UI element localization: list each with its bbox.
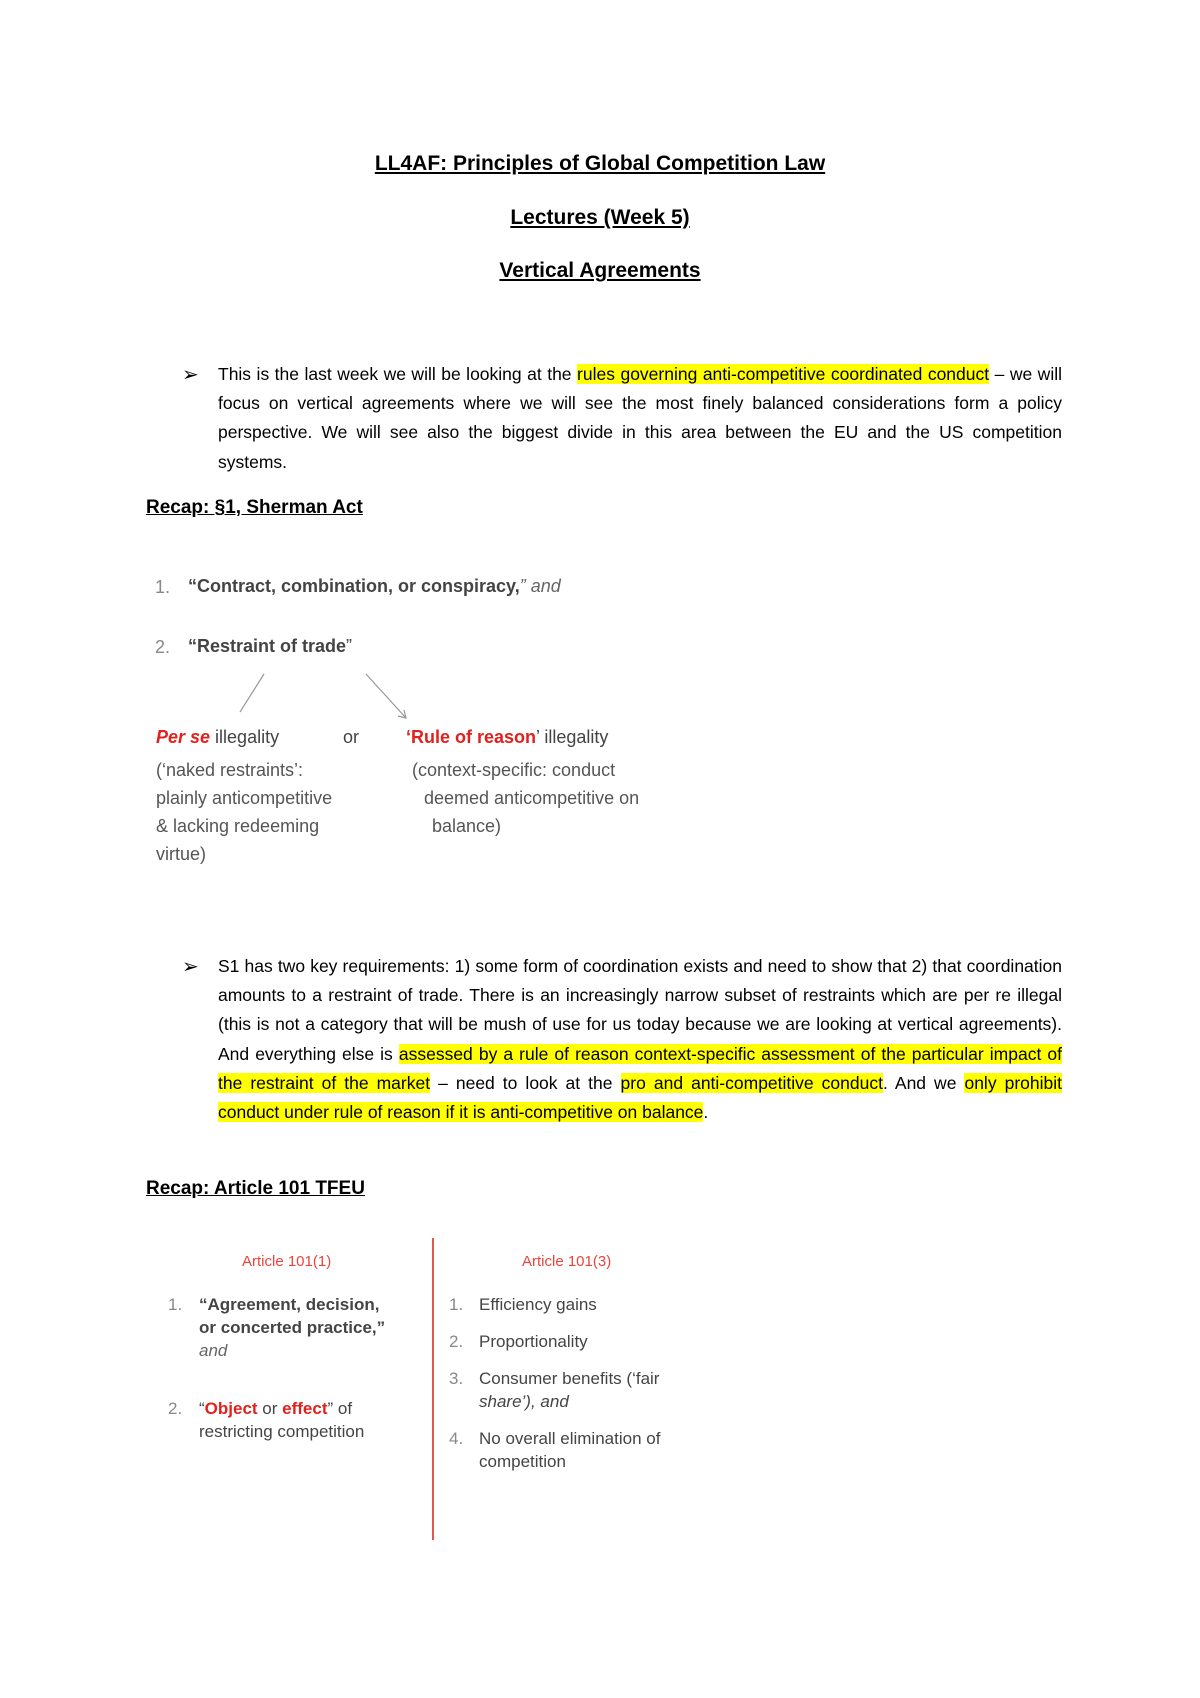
article101-1-item-2: “Object or effect” of restricting competition (199, 1399, 365, 1441)
article101-3-item-1: Efficiency gains (479, 1295, 597, 1314)
sherman-heading: Recap: §1, Sherman Act (146, 497, 363, 518)
arrowhead-bullet-icon: ➢ (182, 364, 199, 386)
sherman-item-1: “Contract, combination, or conspiracy,” and (188, 576, 561, 596)
lectures-title: Lectures (Week 5) (510, 206, 690, 229)
per-se-label: Per se illegality (156, 727, 280, 747)
article101-1-heading: Article 101(1) (242, 1253, 332, 1270)
article101-3-item-2: Proportionality (479, 1332, 588, 1351)
rule-of-reason-label: ‘Rule of reason’ illegality (406, 727, 609, 747)
course-title: LL4AF: Principles of Global Competition Law (374, 152, 826, 175)
article101-3-item-4: No overall elimination of competition (479, 1429, 661, 1471)
article101-1-item-1: “Agreement, decision, or concerted practice,” and (199, 1295, 386, 1360)
per-se-description: (‘naked restraints’: plainly anticompetitive & lacking redeeming virtue) (156, 760, 333, 864)
rule-of-reason-description: (context-specific: conduct deemed anticompetitive on balance) (412, 760, 640, 836)
highlight-text: pro and anti-competitive conduct (620, 1072, 883, 1093)
intro-paragraph: This is the last week we will be looking at the rules governing anti-competitive coordinated conduct – we will focus on vertical agreements where we will see the most finely balanced considerations form a policy perspective. We will see also the biggest divide in this area between the EU and the US competition systems. (218, 364, 1062, 472)
highlight-text: assessed by a rule of reason context-specific assessment of the particular impact of the restraint of the market (218, 1043, 1062, 1093)
article101-3-heading: Article 101(3) (522, 1253, 612, 1270)
s1-paragraph: S1 has two key requirements: 1) some form of coordination exists and need to show that 2) that coordination amounts to a restraint of trade. There is an increasingly narrow subset of restraints which are per re illegal (this is not a category that will be mush of use for us today because we are looking at vertical agreements). And everything else is assessed by a rule of reason context-specific assessment of the particular impact of the restraint of the market – need to look at the pro and anti-competitive conduct. And we only prohibit conduct under rule of reason if it is anti-competitive on balance. (218, 956, 1062, 1123)
document-page: LL4AF: Principles of Global Competition Law Lectures (Week 5) Vertical Agreements ➢ This is the last week we will be looking at the rules governing anti-competitive coordinated conduct – we will focus on vertical agreements where we will see the most finely balanced considerations form a policy perspective. We will see also the biggest divide in this area between the EU and the US competition systems. Recap: §1, Sherman Act 1. “Contract, combination, or conspiracy,” and 2. “Restraint of trade” Per se illegality or ‘Rule of reason’ illegality (‘naked restraints’: plainly anticompetitive & lacking redeeming virtue) (context-specific: conduct deemed anticompetitive on balance) ➢ S1 has two key requirements: 1) some form of coordination exists and need to show that 2) that coordination amounts to a restraint of trade. There is an increasingly narrow subset of restraints which are per re illegal (this is not a category that will be mush of use for us today because we are looking at vertical agreements). And everything else is assessed by a rule of reason context-specific assessment of the particular impact of the restraint of the market – need to look at the pro and anti-competitive conduct. And we only prohibit conduct under rule of reason if it is anti-competitive on balance. Recap: Article 101 TFEU Article 101(1) Article 101(3) 1. “Agreement, decision, or concerted practice,” and 2. “Object or effect” of restricting competition 1. Efficiency gains 2. Proportionality 3. Consumer benefits (‘fair share’), and 4. No overall elimination of competition (0, 0, 1200, 1698)
column-divider (432, 1238, 434, 1540)
topic-title: Vertical Agreements (499, 259, 701, 282)
article101-heading: Recap: Article 101 TFEU (146, 1178, 365, 1199)
article101-3-item-3: Consumer benefits (‘fair share’), and (479, 1369, 660, 1411)
highlight-text: rules governing anti-competitive coordinated conduct (577, 364, 990, 384)
sherman-item-2: “Restraint of trade” (188, 636, 353, 656)
arrowhead-bullet-icon: ➢ (182, 956, 199, 978)
highlight-text: only prohibit conduct under rule of reason if it is anti-competitive on balance (218, 1072, 1062, 1123)
or-label: or (343, 727, 360, 747)
